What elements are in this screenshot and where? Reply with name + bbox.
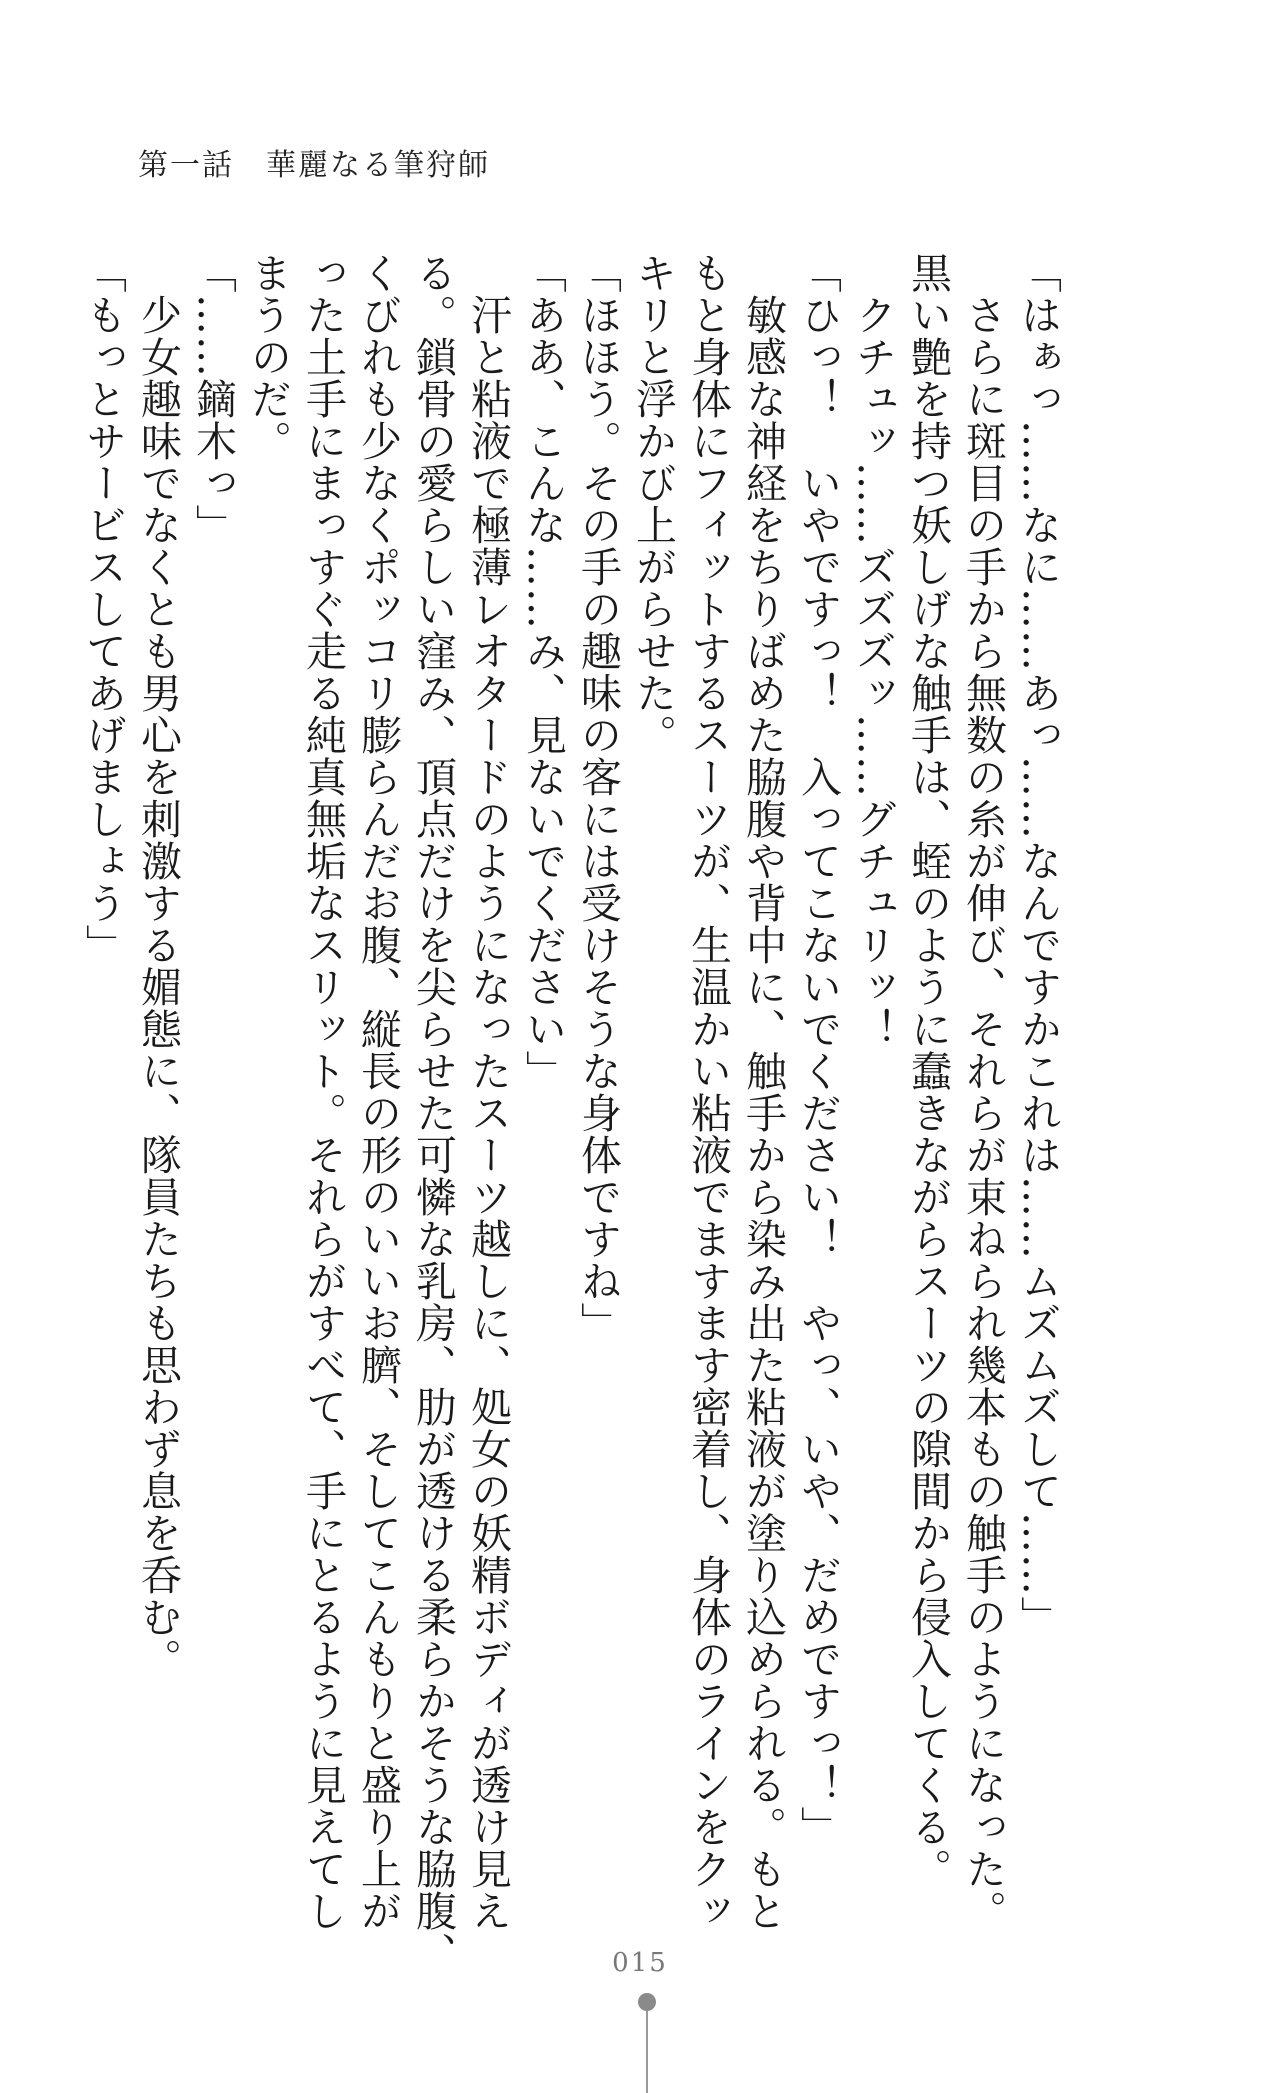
text-line: った土手にまっすぐ走る純真無垢なスリット。それらがすべて、手にとるように見えてし: [299, 252, 347, 1932]
text-line: 「もっとサービスしてあげましょう」: [79, 252, 127, 966]
text-line: 「ひっ！ いやですっ！ 入ってこないでください！ やっ、いや、だめですっ！」: [794, 252, 842, 1848]
folio-line-ornament: [646, 2011, 648, 2093]
text-line: キリと浮かび上がらせた。: [629, 252, 677, 756]
text-line: 黒い艶を持つ妖しげな触手は、蛭のように蠢きながらスーツの隙間から侵入してくる。: [904, 252, 952, 1890]
text-line: さらに斑目の手から無数の糸が伸び、それらが束ねられ幾本もの触手のようになった。: [959, 252, 1007, 1932]
text-line: 「ああ、こんな……み、見ないでください」: [519, 252, 567, 1092]
folio-dot-ornament: [638, 1993, 656, 2011]
running-head: 第一話 華麗なる筆狩師: [138, 148, 490, 183]
text-line: 「……鏑木っ」: [189, 252, 237, 546]
text-line: クチュッ……ズズズッ……グチュリッ！: [849, 252, 897, 1050]
text-line: まうのだ。: [244, 252, 292, 462]
text-line: 「はぁっ……なに……あっ……なんですかこれは……ムズムズして……」: [1014, 252, 1062, 1638]
text-line: 汗と粘液で極薄レオタードのようになったスーツ越しに、処女の妖精ボディが透け見え: [464, 252, 512, 1932]
page-number: 015: [612, 1948, 668, 1978]
text-line: 敏感な神経をちりばめた脇腹や背中に、触手から染み出た粘液が塗り込められる。もと: [739, 252, 787, 1932]
text-line: 「ほほう。その手の趣味の客には受けそうな身体ですね」: [574, 252, 622, 1344]
text-line: る。鎖骨の愛らしい窪み、頂点だけを尖らせた可憐な乳房、肋が透ける柔らかそうな脇腹、: [409, 252, 457, 1974]
text-line: 少女趣味でなくとも男心を刺激する媚態に、隊員たちも思わず息を呑む。: [134, 252, 182, 1680]
text-line: くびれも少なくポッコリ膨らんだお腹、縦長の形のいいお臍、そしてこんもりと盛り上が: [354, 252, 402, 1932]
text-line: もと身体にフィットするスーツが、生温かい粘液でますます密着し、身体のラインをクッ: [684, 252, 732, 1932]
